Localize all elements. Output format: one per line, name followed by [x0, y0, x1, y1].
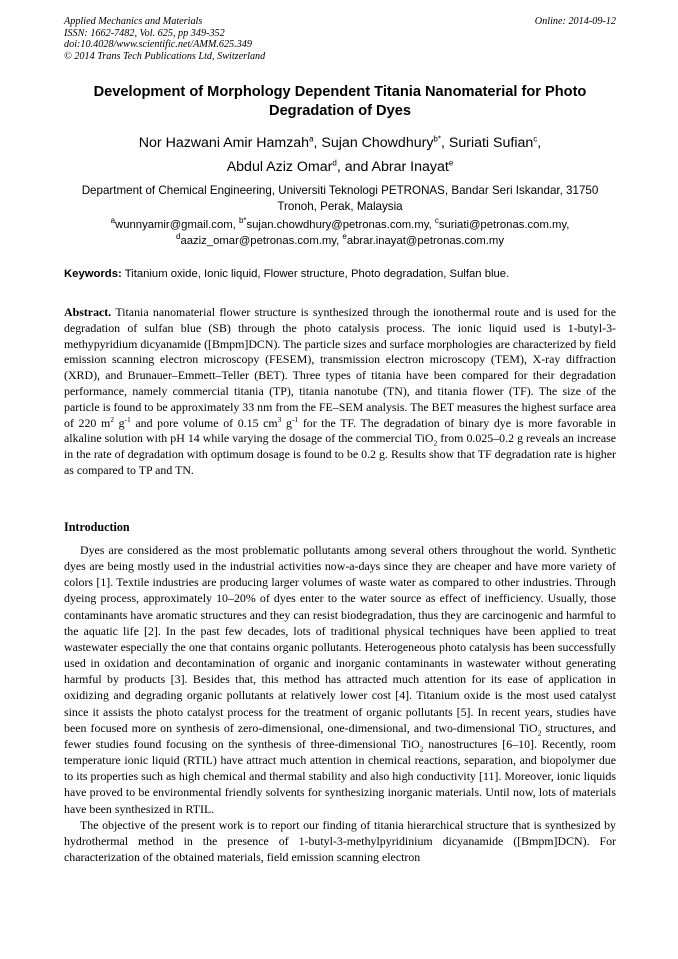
section-heading-introduction: Introduction [64, 520, 130, 534]
paragraph-run: structures, and fewer studies found focusing on the synthesis of three-dimensional TiO [64, 720, 616, 751]
author-name: Abdul Aziz Omar [226, 159, 333, 175]
author-name: Sujan Chowdhury [321, 135, 434, 151]
author-separator: , [440, 135, 449, 151]
author-email[interactable]: aaziz_omar@petronas.com.my [180, 234, 337, 247]
author-name: Nor Hazwani Amir Hamzah [138, 135, 310, 151]
abstract-run: and pore volume of 0.15 cm [130, 415, 278, 430]
author-separator: , [537, 135, 542, 151]
abstract [64, 305, 616, 479]
body-paragraph [64, 817, 616, 865]
email-mark: b* [238, 216, 247, 226]
paragraph-run: 2 [537, 728, 542, 738]
email-mark: a [110, 216, 116, 226]
keywords [64, 267, 616, 282]
abstract-run: -1 [291, 414, 299, 424]
paragraph-run: nanostructures [6–10]. Recently, room temperature ionic liquid (RTIL) have attract much attention in chemical reactions, separation, and biopolymer due to its properties such as high chemical and thermal stability and also high conductivity [11]. Moreover, ionic liquids have proved to be environmental friendly solvents for synthesizing inorganic materials. Until now, lots of materials have been synthesized in RTIL. [64, 736, 616, 816]
author-mark: b* [433, 134, 441, 144]
abstract-label: Abstract. [64, 305, 112, 319]
abstract-run: 3 [277, 414, 282, 424]
online-date: Online: 2014-09-12 [534, 16, 616, 27]
abstract-run: from 0.025–0.2 g reveals an increase in the rate of degradation with optimum dosage is found to be 0.2 g. Results show that TF degradation rate is higher as compared to TP and TN. [64, 431, 616, 477]
author-email[interactable]: suriati@petronas.com.my [438, 219, 567, 231]
author-emails: $^a$wunnyamir@gmail.com, $^{b*}$sujan.chowdhury@petronas.com.my, $^c$suriati@petronas.com.my, $^d$aaziz_omar@petronas.com.my, $^e$abrar.inayat@petronas.com.my [110, 216, 570, 247]
author-email[interactable]: sujan.chowdhury@petronas.com.my [246, 219, 429, 231]
author-mark: e [448, 158, 454, 168]
paragraph-run: 2 [419, 744, 424, 754]
abstract-run: Titania nanomaterial flower structure is synthesized through the ionothermal route and is used for the degradation of sulfan blue (SB) through the photo catalysis process. The ionic liquid used is 1-butyl-3-methypyridium dicyanamide ([Bmpm]DCN). The particle sizes and surface morphologies are characterized by field emission scanning electron microscopy (FESEM), transmission electron microscopy (TEM), X-ray diffraction (XRD), and Brunauer–Emmett–Teller (BET). Three types of titania have been compared for their degradation performance, namely commercial titania (TP), titania nanotube (TN), and titania flower (TF). The size of the particle is found to be approximately 33 nm from the FE–SEM analysis. The BET measures the highest surface area of 220 m [64, 305, 617, 430]
email-mark: e [342, 231, 347, 241]
author-name: Abrar Inayat [371, 159, 449, 175]
paragraph-run: Dyes are considered as the most problematic pollutants among several others throughout the world. Synthetic dyes are being mostly used in the industrial activities now-a-days since they are cheaper and have more variety of colors [1]. Textile industries are producing larger volumes of waste water as compared to other industries. Through dyeing process, approximately 10–20% of dyes enter to the water source as effect of inefficiency. Usually, those contaminants have aromatic structures and they can resist biodegradation, thus they are carcinogenic and harmful to the aquatic life [2]. In the past few decades, lots of traditional physical techniques have been applied to treat wastewater especially the one that contains organic pollutants. Heterogeneous photo catalysis has been successfully used in oxidation and decontamination of organic and inorganic contaminants in wastewater without generating harmful by products [3]. Besides that, this method has attracted much attention for its ease of application in oxidizing and degrading organic pollutants at relatively lower cost [4]. Titanium oxide is the most used catalyst since it assists the photo catalyst process for the treatment of organic pollutants [5]. In recent years, studies have been focused more on synthesis of zero-dimensional, one-dimensional, and two-dimensional TiO [64, 543, 616, 735]
email-mark: d [175, 231, 181, 241]
author-email[interactable]: abrar.inayat@petronas.com.my [346, 234, 504, 247]
journal-doi[interactable]: doi:10.4028/www.scientific.net/AMM.625.349 [64, 39, 252, 51]
keywords-text: Titanium oxide, Ionic liquid, Flower structure, Photo degradation, Sulfan blue. [124, 268, 510, 280]
journal-header [64, 16, 616, 62]
author-separator: , and [336, 159, 372, 175]
author-mark: a [309, 134, 314, 144]
affiliation: Department of Chemical Engineering, Universiti Teknologi PETRONAS, Bandar Seri Iskandar, 31750 Tronoh, Perak, Malaysia [81, 184, 599, 213]
abstract-run: 2 [433, 438, 438, 448]
abstract-run: -1 [124, 414, 131, 424]
paper-title: Development of Morphology Dependent Titania Nanomaterial for Photo Degradation of Dyes [93, 84, 587, 119]
author-name: Suriati Sufian [448, 135, 534, 151]
abstract-run: g [281, 415, 292, 430]
paragraph-run: The objective of the present work is to report our finding of titania hierarchical structure that is synthesized by hydrothermal method in the presence of 1-butyl-3-methylpyridinium dicyanamide ([Bmpm]DCN). For characterization of the obtained materials, field emission scanning electron [64, 817, 616, 864]
keywords-label: Keywords: [64, 268, 122, 280]
author-mark: c [533, 134, 538, 144]
abstract-run: 2 [110, 414, 114, 424]
journal-issn: ISSN: 1662-7482, Vol. 625, pp 349-352 [64, 27, 225, 39]
email-mark: c [434, 216, 439, 226]
abstract-run: g [113, 415, 125, 430]
author-mark: d [332, 158, 337, 168]
author-list [64, 131, 616, 179]
introduction-body [64, 542, 616, 865]
author-email[interactable]: wunnyamir@gmail.com [115, 219, 233, 231]
body-paragraph [64, 542, 616, 817]
author-separator: , [313, 135, 322, 151]
journal-copyright: © 2014 Trans Tech Publications Ltd, Switzerland [64, 50, 266, 62]
journal-name: Applied Mechanics and Materials [64, 16, 203, 27]
abstract-run: for the TF. The degradation of binary dye is more favorable in alkaline solution with pH 14 while varying the dosage of the commercial TiO [64, 415, 616, 446]
abstract-text [64, 305, 616, 477]
